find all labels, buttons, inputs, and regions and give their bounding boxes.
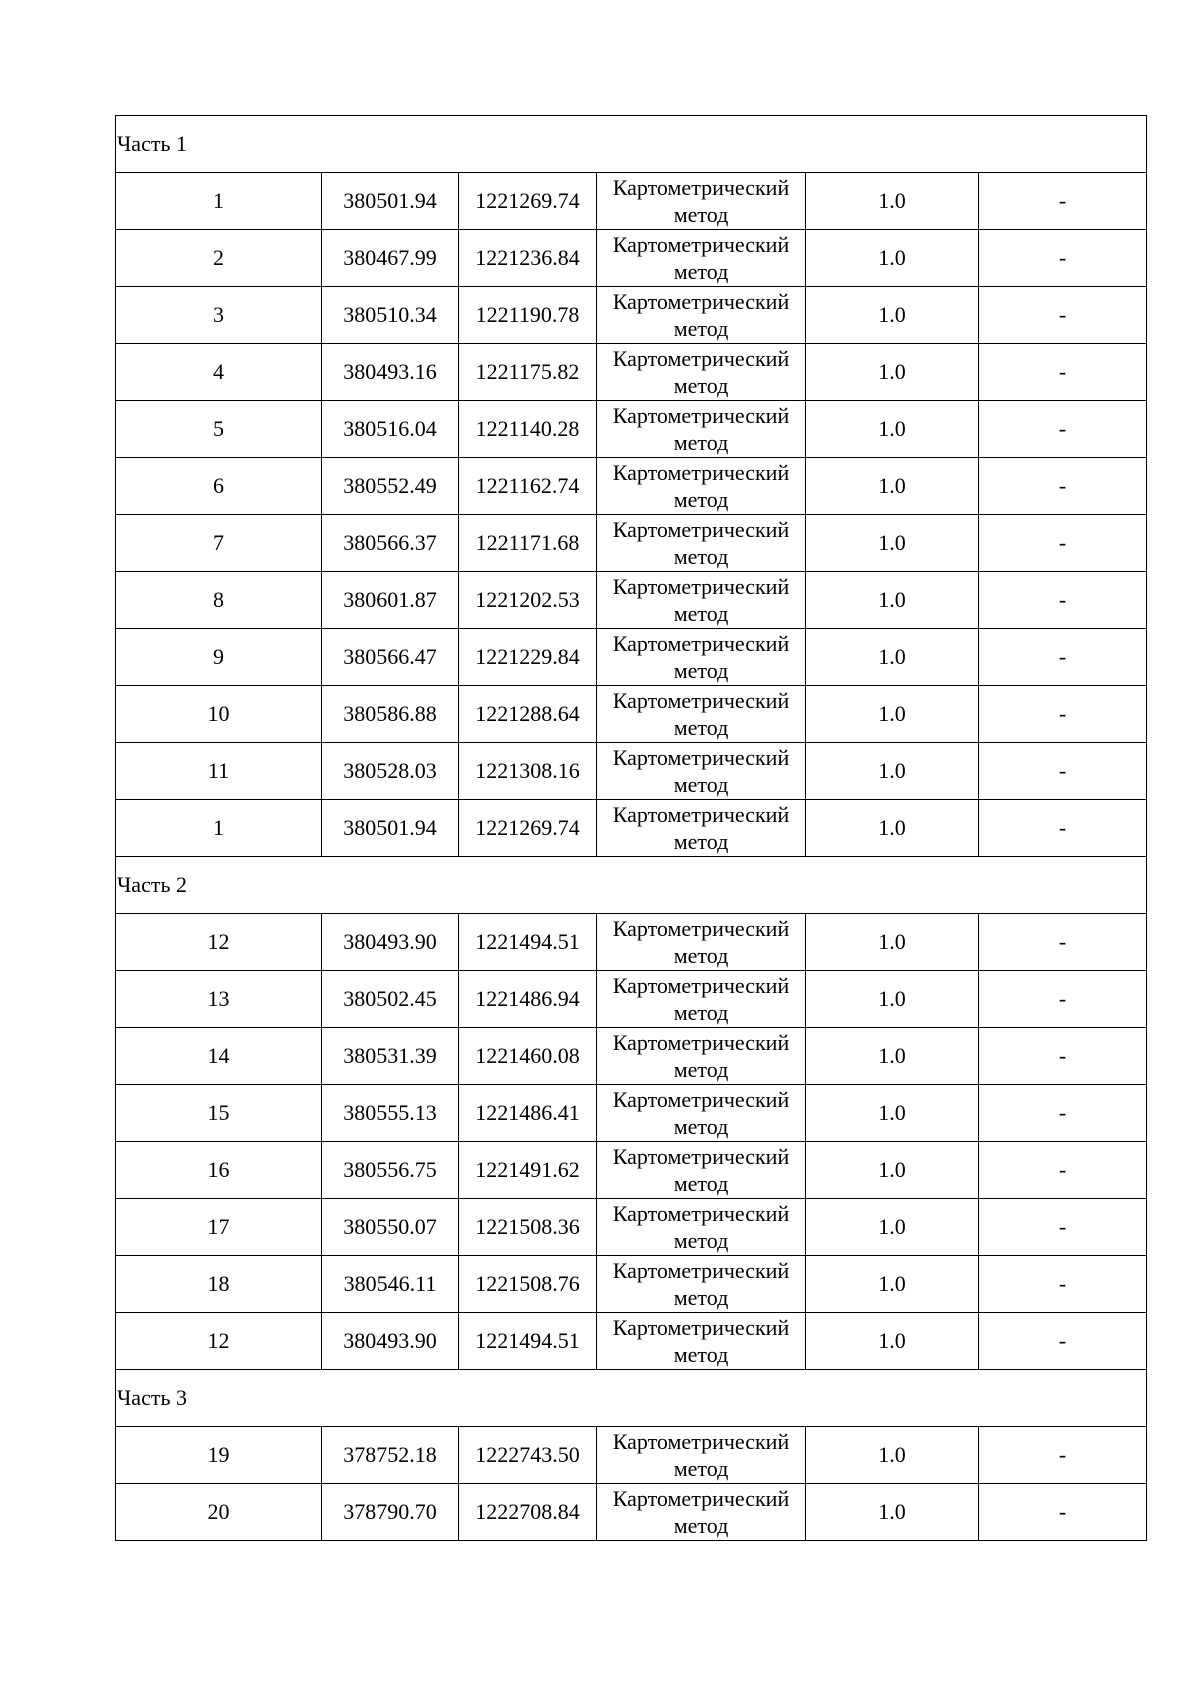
y-coordinate-cell: 1221460.08: [459, 1028, 597, 1085]
accuracy-cell: 1.0: [806, 458, 979, 515]
table-row: [116, 344, 1147, 401]
method-cell: Картометрический метод: [597, 971, 806, 1028]
y-coordinate-cell: 1221508.76: [459, 1256, 597, 1313]
method-cell: Картометрический метод: [597, 1256, 806, 1313]
description-cell: -: [979, 743, 1147, 800]
point-number-cell: 15: [116, 1085, 322, 1142]
x-coordinate-cell: 380556.75: [322, 1142, 459, 1199]
x-coordinate-cell: 380493.16: [322, 344, 459, 401]
accuracy-cell: 1.0: [806, 800, 979, 857]
point-number-cell: 13: [116, 971, 322, 1028]
point-number-cell: 9: [116, 629, 322, 686]
table-row: [116, 1256, 1147, 1313]
section-title: Часть 1: [116, 116, 1147, 173]
point-number-cell: 3: [116, 287, 322, 344]
description-cell: -: [979, 1427, 1147, 1484]
description-cell: -: [979, 1256, 1147, 1313]
description-cell: -: [979, 1085, 1147, 1142]
y-coordinate-cell: 1221269.74: [459, 173, 597, 230]
y-coordinate-cell: 1221491.62: [459, 1142, 597, 1199]
point-number-cell: 10: [116, 686, 322, 743]
point-number-cell: 2: [116, 230, 322, 287]
accuracy-cell: 1.0: [806, 743, 979, 800]
section-header-row: [116, 116, 1147, 173]
description-cell: -: [979, 1028, 1147, 1085]
x-coordinate-cell: 380528.03: [322, 743, 459, 800]
accuracy-cell: 1.0: [806, 1028, 979, 1085]
accuracy-cell: 1.0: [806, 572, 979, 629]
y-coordinate-cell: 1221175.82: [459, 344, 597, 401]
description-cell: -: [979, 572, 1147, 629]
method-cell: Картометрический метод: [597, 458, 806, 515]
method-cell: Картометрический метод: [597, 800, 806, 857]
description-cell: -: [979, 515, 1147, 572]
section-title: Часть 2: [116, 857, 1147, 914]
method-cell: Картометрический метод: [597, 230, 806, 287]
table-row: [116, 572, 1147, 629]
x-coordinate-cell: 380501.94: [322, 173, 459, 230]
table-row: [116, 686, 1147, 743]
method-cell: Картометрический метод: [597, 515, 806, 572]
description-cell: -: [979, 1199, 1147, 1256]
point-number-cell: 7: [116, 515, 322, 572]
section-header-row: [116, 857, 1147, 914]
x-coordinate-cell: 380550.07: [322, 1199, 459, 1256]
point-number-cell: 6: [116, 458, 322, 515]
method-cell: Картометрический метод: [597, 1085, 806, 1142]
point-number-cell: 8: [116, 572, 322, 629]
x-coordinate-cell: 380531.39: [322, 1028, 459, 1085]
table-row: [116, 173, 1147, 230]
accuracy-cell: 1.0: [806, 1313, 979, 1370]
x-coordinate-cell: 380516.04: [322, 401, 459, 458]
description-cell: -: [979, 287, 1147, 344]
table-row: [116, 1199, 1147, 1256]
description-cell: -: [979, 173, 1147, 230]
y-coordinate-cell: 1221202.53: [459, 572, 597, 629]
accuracy-cell: 1.0: [806, 971, 979, 1028]
method-cell: Картометрический метод: [597, 743, 806, 800]
accuracy-cell: 1.0: [806, 914, 979, 971]
table-row: [116, 230, 1147, 287]
table-row: [116, 1142, 1147, 1199]
table-row: [116, 1028, 1147, 1085]
method-cell: Картометрический метод: [597, 344, 806, 401]
y-coordinate-cell: 1221486.94: [459, 971, 597, 1028]
table-row: [116, 1427, 1147, 1484]
method-cell: Картометрический метод: [597, 1199, 806, 1256]
table-row: [116, 401, 1147, 458]
section-title: Часть 3: [116, 1370, 1147, 1427]
accuracy-cell: 1.0: [806, 1199, 979, 1256]
table-row: [116, 743, 1147, 800]
y-coordinate-cell: 1221494.51: [459, 1313, 597, 1370]
table-row: [116, 1484, 1147, 1541]
point-number-cell: 4: [116, 344, 322, 401]
method-cell: Картометрический метод: [597, 686, 806, 743]
point-number-cell: 1: [116, 173, 322, 230]
method-cell: Картометрический метод: [597, 1313, 806, 1370]
table-row: [116, 458, 1147, 515]
x-coordinate-cell: 378752.18: [322, 1427, 459, 1484]
point-number-cell: 12: [116, 1313, 322, 1370]
point-number-cell: 12: [116, 914, 322, 971]
x-coordinate-cell: 380566.37: [322, 515, 459, 572]
description-cell: -: [979, 458, 1147, 515]
point-number-cell: 18: [116, 1256, 322, 1313]
y-coordinate-cell: 1221140.28: [459, 401, 597, 458]
table-row: [116, 515, 1147, 572]
accuracy-cell: 1.0: [806, 287, 979, 344]
y-coordinate-cell: 1222743.50: [459, 1427, 597, 1484]
accuracy-cell: 1.0: [806, 1085, 979, 1142]
accuracy-cell: 1.0: [806, 230, 979, 287]
description-cell: -: [979, 800, 1147, 857]
description-cell: -: [979, 401, 1147, 458]
table-row: [116, 287, 1147, 344]
description-cell: -: [979, 686, 1147, 743]
method-cell: Картометрический метод: [597, 287, 806, 344]
y-coordinate-cell: 1221508.36: [459, 1199, 597, 1256]
x-coordinate-cell: 380555.13: [322, 1085, 459, 1142]
description-cell: -: [979, 1484, 1147, 1541]
accuracy-cell: 1.0: [806, 629, 979, 686]
x-coordinate-cell: 380510.34: [322, 287, 459, 344]
x-coordinate-cell: 380493.90: [322, 1313, 459, 1370]
accuracy-cell: 1.0: [806, 1484, 979, 1541]
accuracy-cell: 1.0: [806, 344, 979, 401]
coordinates-table: [115, 115, 1147, 1541]
accuracy-cell: 1.0: [806, 686, 979, 743]
table-row: [116, 971, 1147, 1028]
method-cell: Картометрический метод: [597, 1142, 806, 1199]
accuracy-cell: 1.0: [806, 1142, 979, 1199]
method-cell: Картометрический метод: [597, 173, 806, 230]
description-cell: -: [979, 344, 1147, 401]
description-cell: -: [979, 230, 1147, 287]
x-coordinate-cell: 380552.49: [322, 458, 459, 515]
x-coordinate-cell: 380586.88: [322, 686, 459, 743]
description-cell: -: [979, 971, 1147, 1028]
y-coordinate-cell: 1221229.84: [459, 629, 597, 686]
y-coordinate-cell: 1221486.41: [459, 1085, 597, 1142]
accuracy-cell: 1.0: [806, 401, 979, 458]
description-cell: -: [979, 1313, 1147, 1370]
table-row: [116, 800, 1147, 857]
point-number-cell: 19: [116, 1427, 322, 1484]
method-cell: Картометрический метод: [597, 914, 806, 971]
x-coordinate-cell: 380493.90: [322, 914, 459, 971]
point-number-cell: 14: [116, 1028, 322, 1085]
table-row: [116, 1313, 1147, 1370]
description-cell: -: [979, 914, 1147, 971]
point-number-cell: 1: [116, 800, 322, 857]
accuracy-cell: 1.0: [806, 1256, 979, 1313]
y-coordinate-cell: 1221494.51: [459, 914, 597, 971]
description-cell: -: [979, 629, 1147, 686]
method-cell: Картометрический метод: [597, 1427, 806, 1484]
x-coordinate-cell: 380502.45: [322, 971, 459, 1028]
y-coordinate-cell: 1222708.84: [459, 1484, 597, 1541]
x-coordinate-cell: 380566.47: [322, 629, 459, 686]
table-row: [116, 1085, 1147, 1142]
x-coordinate-cell: 380467.99: [322, 230, 459, 287]
x-coordinate-cell: 380546.11: [322, 1256, 459, 1313]
x-coordinate-cell: 378790.70: [322, 1484, 459, 1541]
point-number-cell: 5: [116, 401, 322, 458]
point-number-cell: 16: [116, 1142, 322, 1199]
point-number-cell: 11: [116, 743, 322, 800]
y-coordinate-cell: 1221269.74: [459, 800, 597, 857]
y-coordinate-cell: 1221236.84: [459, 230, 597, 287]
point-number-cell: 20: [116, 1484, 322, 1541]
method-cell: Картометрический метод: [597, 629, 806, 686]
section-header-row: [116, 1370, 1147, 1427]
method-cell: Картометрический метод: [597, 1484, 806, 1541]
accuracy-cell: 1.0: [806, 173, 979, 230]
x-coordinate-cell: 380601.87: [322, 572, 459, 629]
point-number-cell: 17: [116, 1199, 322, 1256]
method-cell: Картометрический метод: [597, 401, 806, 458]
method-cell: Картометрический метод: [597, 572, 806, 629]
coordinates-table-body: [116, 116, 1147, 1541]
x-coordinate-cell: 380501.94: [322, 800, 459, 857]
y-coordinate-cell: 1221171.68: [459, 515, 597, 572]
description-cell: -: [979, 1142, 1147, 1199]
method-cell: Картометрический метод: [597, 1028, 806, 1085]
accuracy-cell: 1.0: [806, 1427, 979, 1484]
table-row: [116, 914, 1147, 971]
y-coordinate-cell: 1221288.64: [459, 686, 597, 743]
table-row: [116, 629, 1147, 686]
y-coordinate-cell: 1221190.78: [459, 287, 597, 344]
y-coordinate-cell: 1221162.74: [459, 458, 597, 515]
y-coordinate-cell: 1221308.16: [459, 743, 597, 800]
accuracy-cell: 1.0: [806, 515, 979, 572]
